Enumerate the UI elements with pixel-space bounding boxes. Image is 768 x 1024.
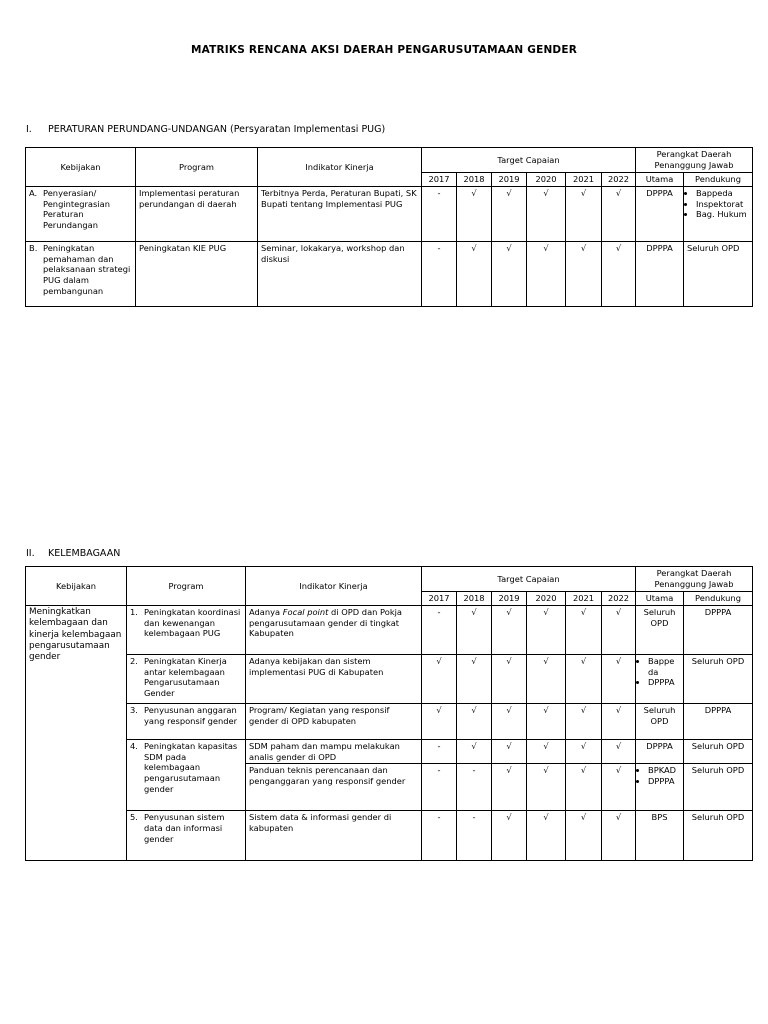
- header-utama: Utama: [636, 173, 684, 187]
- section-1-table: [25, 147, 753, 307]
- target-cell: √: [492, 186, 527, 241]
- target-cell: √: [602, 186, 636, 241]
- pendukung-item: • Bag. Hukum: [696, 209, 749, 220]
- target-cell: √: [566, 654, 602, 703]
- target-cell: -: [422, 764, 457, 811]
- target-cell: √: [457, 654, 492, 703]
- table-row: [26, 703, 753, 739]
- row-letter: B.: [29, 242, 38, 253]
- indikator-text: di OPD dan Pokja pengarusutamaan gender di tingkat Kabupaten: [249, 606, 403, 639]
- section-1-heading: [26, 124, 385, 135]
- target-cell: √: [566, 241, 602, 306]
- target-cell: -: [457, 764, 492, 811]
- row-number: 4.: [130, 740, 138, 751]
- indikator-italic-text: Focal point: [282, 606, 329, 617]
- header-pendukung: Pendukung: [684, 173, 753, 187]
- header-target: Target Capaian: [422, 567, 636, 592]
- pendukung-cell: DPPPA: [684, 605, 753, 654]
- target-cell: √: [566, 811, 602, 861]
- indikator-cell: Seminar, lokakarya, workshop dan diskusi: [258, 241, 422, 306]
- indikator-cell: Panduan teknis perencanaan dan penganggaran yang responsif gender: [246, 764, 422, 811]
- utama-cell: BPS: [636, 811, 684, 861]
- target-cell: √: [602, 703, 636, 739]
- target-cell: √: [566, 703, 602, 739]
- target-cell: -: [422, 605, 457, 654]
- utama-cell: [636, 764, 684, 811]
- target-cell: √: [566, 605, 602, 654]
- target-cell: √: [492, 241, 527, 306]
- program-cell: Peningkatan KIE PUG: [136, 241, 258, 306]
- target-cell: √: [492, 764, 527, 811]
- row-number: 2.: [130, 655, 138, 666]
- header-year: 2019: [492, 592, 527, 606]
- target-cell: √: [527, 605, 566, 654]
- indikator-cell: Terbitnya Perda, Peraturan Bupati, SK Bupati tentang Implementasi PUG: [258, 186, 422, 241]
- target-cell: √: [492, 739, 527, 764]
- header-program: Program: [136, 148, 258, 187]
- utama-item: • DPPPA: [648, 677, 680, 688]
- target-cell: √: [492, 605, 527, 654]
- pendukung-cell: Seluruh OPD: [684, 739, 753, 764]
- utama-cell: DPPPA: [636, 186, 684, 241]
- table-row: [26, 605, 753, 654]
- pendukung-cell: Seluruh OPD: [684, 241, 753, 306]
- target-cell: √: [602, 654, 636, 703]
- header-pendukung: Pendukung: [684, 592, 753, 606]
- utama-cell: Seluruh OPD: [636, 703, 684, 739]
- target-cell: √: [457, 605, 492, 654]
- utama-item: • DPPPA: [648, 776, 680, 787]
- program-cell: Penyusunan anggaran yang responsif gender: [144, 704, 238, 726]
- section-2-number: II.: [26, 548, 35, 559]
- target-cell: √: [566, 739, 602, 764]
- utama-cell: DPPPA: [636, 241, 684, 306]
- pendukung-item: • Bappeda: [696, 188, 749, 199]
- row-number: 3.: [130, 704, 138, 715]
- header-year: 2018: [457, 173, 492, 187]
- row-letter: A.: [29, 187, 38, 198]
- target-cell: -: [422, 241, 457, 306]
- indikator-cell: Adanya kebijakan dan sistem implementasi PUG di Kabupaten: [246, 654, 422, 703]
- header-year: 2021: [566, 592, 602, 606]
- target-cell: √: [602, 739, 636, 764]
- header-year: 2018: [457, 592, 492, 606]
- target-cell: √: [566, 186, 602, 241]
- header-year: 2021: [566, 173, 602, 187]
- pendukung-cell: DPPPA: [684, 703, 753, 739]
- program-cell: Penyusunan sistem data dan informasi gender: [144, 812, 225, 844]
- target-cell: √: [457, 739, 492, 764]
- indikator-cell: SDM paham dan mampu melakukan analis gender di OPD: [246, 739, 422, 764]
- target-cell: √: [527, 241, 566, 306]
- target-cell: √: [492, 703, 527, 739]
- target-cell: √: [602, 811, 636, 861]
- target-cell: √: [566, 764, 602, 811]
- header-perangkat: Perangkat Daerah Penanggung Jawab: [636, 567, 753, 592]
- pendukung-cell: Seluruh OPD: [684, 654, 753, 703]
- target-cell: √: [527, 811, 566, 861]
- target-cell: √: [602, 241, 636, 306]
- kebijakan-cell: Peningkatan pemahaman dan pelaksanaan strategi PUG dalam pembangunan: [43, 242, 131, 296]
- kebijakan-cell: Meningkatkan kelembagaan dan kinerja kelembagaan pengarusutamaan gender: [26, 605, 127, 861]
- header-target: Target Capaian: [422, 148, 636, 173]
- target-cell: √: [527, 654, 566, 703]
- target-cell: √: [527, 703, 566, 739]
- utama-cell: DPPPA: [636, 739, 684, 764]
- target-cell: √: [457, 703, 492, 739]
- header-perangkat: Perangkat Daerah Penanggung Jawab: [636, 148, 753, 173]
- section-2-table: [25, 566, 753, 861]
- section-2-heading: [26, 548, 120, 559]
- target-cell: √: [492, 811, 527, 861]
- program-cell: Peningkatan kapasitas SDM pada kelembagaan pengarusutamaan gender: [144, 740, 238, 794]
- section-1-number: I.: [26, 124, 32, 135]
- target-cell: √: [457, 186, 492, 241]
- header-kebijakan: Kebijakan: [26, 148, 136, 187]
- utama-item: • Bappe da: [648, 656, 680, 678]
- header-year: 2022: [602, 592, 636, 606]
- table-row: [26, 241, 753, 306]
- header-year: 2017: [422, 592, 457, 606]
- section-1-title: PERATURAN PERUNDANG-UNDANGAN (Persyaratan Implementasi PUG): [48, 124, 386, 135]
- target-cell: -: [457, 811, 492, 861]
- target-cell: √: [492, 654, 527, 703]
- indikator-cell: [246, 605, 422, 654]
- header-year: 2020: [527, 173, 566, 187]
- header-program: Program: [127, 567, 246, 606]
- row-number: 1.: [130, 606, 138, 617]
- table-row: [26, 186, 753, 241]
- program-cell: Peningkatan koordinasi dan kewenangan kelembagaan PUG: [144, 606, 241, 639]
- target-cell: √: [602, 764, 636, 811]
- header-year: 2022: [602, 173, 636, 187]
- table-row: [26, 654, 753, 703]
- header-year: 2020: [527, 592, 566, 606]
- header-utama: Utama: [636, 592, 684, 606]
- indikator-text: Adanya: [249, 606, 283, 617]
- utama-cell: [636, 654, 684, 703]
- header-kebijakan: Kebijakan: [26, 567, 127, 606]
- table-row: [26, 739, 753, 764]
- program-cell: Peningkatan Kinerja antar kelembagaan Pengarusutamaan Gender: [144, 655, 227, 699]
- target-cell: -: [422, 739, 457, 764]
- target-cell: √: [527, 739, 566, 764]
- indikator-cell: Program/ Kegiatan yang responsif gender di OPD kabupaten: [246, 703, 422, 739]
- pendukung-cell: Seluruh OPD: [684, 811, 753, 861]
- target-cell: √: [457, 241, 492, 306]
- header-indikator: Indikator Kinerja: [258, 148, 422, 187]
- pendukung-item: • Inspektorat: [696, 199, 749, 210]
- row-number: 5.: [130, 812, 138, 823]
- header-indikator: Indikator Kinerja: [246, 567, 422, 606]
- utama-item: • BPKAD: [648, 765, 680, 776]
- pendukung-cell: Seluruh OPD: [684, 764, 753, 811]
- header-year: 2017: [422, 173, 457, 187]
- program-cell: Implementasi peraturan perundangan di daerah: [136, 186, 258, 241]
- kebijakan-cell: Penyerasian/ Pengintegrasian Peraturan Perundangan: [43, 187, 110, 231]
- target-cell: √: [422, 654, 457, 703]
- target-cell: -: [422, 811, 457, 861]
- target-cell: √: [527, 186, 566, 241]
- header-year: 2019: [492, 173, 527, 187]
- target-cell: √: [527, 764, 566, 811]
- target-cell: -: [422, 186, 457, 241]
- target-cell: √: [422, 703, 457, 739]
- document-title: MATRIKS RENCANA AKSI DAERAH PENGARUSUTAMAAN GENDER: [190, 44, 578, 56]
- indikator-cell: Sistem data & informasi gender di kabupaten: [246, 811, 422, 861]
- target-cell: √: [602, 605, 636, 654]
- table-row: [26, 811, 753, 861]
- pendukung-cell: [684, 186, 753, 241]
- utama-cell: Seluruh OPD: [636, 605, 684, 654]
- section-2-title: KELEMBAGAAN: [48, 548, 121, 559]
